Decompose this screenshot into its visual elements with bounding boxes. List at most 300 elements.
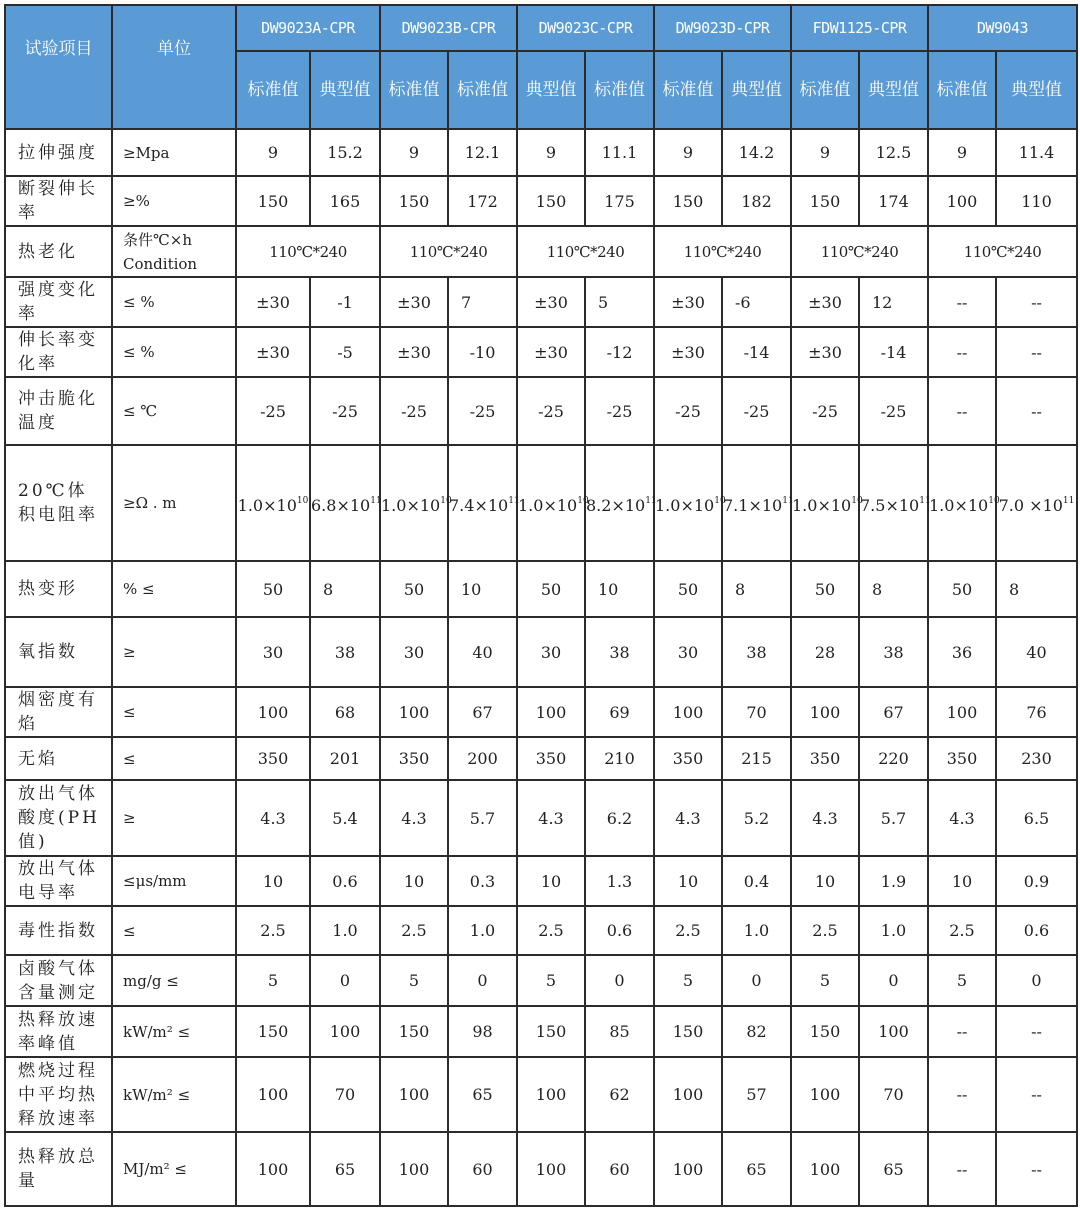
value-cell: 50 — [380, 561, 448, 617]
value-cell: 350 — [654, 737, 722, 780]
test-item-cell: 放出气体电导率 — [5, 856, 112, 906]
value-cell: 165 — [310, 176, 380, 226]
value-cell: 174 — [859, 176, 928, 226]
value-cell: ±30 — [380, 327, 448, 377]
value-cell: 9 — [928, 129, 996, 176]
exponent: 11 — [782, 495, 794, 506]
value-cell: 5.2 — [722, 780, 791, 856]
value-cell — [722, 445, 794, 561]
table-row — [5, 561, 1077, 617]
table-row — [5, 377, 1077, 445]
value-kind-header: 典型值 — [859, 51, 928, 129]
value-cell: 10 — [928, 856, 996, 906]
table-row — [5, 277, 1077, 327]
value-cell: 1.0 — [448, 906, 517, 955]
value-cell: 150 — [654, 176, 722, 226]
test-item-cell: 冲击脆化温度 — [5, 377, 112, 445]
value-cell — [448, 445, 520, 561]
value-cell: -- — [996, 327, 1077, 377]
unit-column-header: 单位 — [112, 5, 236, 129]
value-cell: 2.5 — [517, 906, 585, 955]
value-cell — [236, 445, 310, 561]
value-cell — [928, 445, 1000, 561]
value-cell: -25 — [791, 377, 859, 445]
value-cell: 5.7 — [859, 780, 928, 856]
value-cell: -- — [928, 1057, 996, 1132]
value-cell: 68 — [310, 687, 380, 737]
condition-cell: 110℃*240 — [791, 226, 928, 277]
table-row — [5, 856, 1077, 906]
value-cell: 8 — [310, 561, 380, 617]
value-cell: 201 — [310, 737, 380, 780]
test-item-cell: 强度变化率 — [5, 277, 112, 327]
value-cell: 110 — [996, 176, 1077, 226]
test-item-cell: 毒性指数 — [5, 906, 112, 955]
value-cell: 12.5 — [859, 129, 928, 176]
product-header: DW9023C-CPR — [517, 5, 654, 51]
value-cell: 100 — [517, 1057, 585, 1132]
value-cell: 100 — [517, 687, 585, 737]
value-cell: 30 — [517, 617, 585, 687]
unit-cell: kW/m² ≤ — [112, 1006, 236, 1057]
exponent: 11 — [508, 495, 520, 506]
value-cell: 0 — [996, 955, 1077, 1006]
value-cell: -25 — [654, 377, 722, 445]
value-cell: 8 — [996, 561, 1077, 617]
value-cell: 69 — [585, 687, 654, 737]
table-row — [5, 737, 1077, 780]
test-item-cell: 热老化 — [5, 226, 112, 277]
value-cell: 1.0 — [722, 906, 791, 955]
value-cell: 65 — [448, 1057, 517, 1132]
value-cell: 5 — [654, 955, 722, 1006]
value-cell: -- — [928, 1132, 996, 1206]
value-cell — [791, 445, 863, 561]
value-cell: 50 — [236, 561, 310, 617]
value-cell: -- — [928, 1006, 996, 1057]
mantissa: 1.0×10 — [655, 495, 715, 515]
value-cell: 230 — [996, 737, 1077, 780]
value-cell: 14.2 — [722, 129, 791, 176]
value-cell — [310, 445, 380, 561]
value-cell: 100 — [791, 687, 859, 737]
value-cell: 2.5 — [928, 906, 996, 955]
value-kind-header: 标准值 — [928, 51, 996, 129]
value-cell: 5 — [791, 955, 859, 1006]
unit-cell: ≤ % — [112, 277, 236, 327]
value-cell: 2.5 — [791, 906, 859, 955]
unit-cell: ≥% — [112, 176, 236, 226]
unit-cell: ≤μs/mm — [112, 856, 236, 906]
value-cell: 1.3 — [585, 856, 654, 906]
mantissa: 1.0×10 — [518, 495, 578, 515]
value-cell: -12 — [585, 327, 654, 377]
value-cell: 0 — [722, 955, 791, 1006]
mantissa: 1.0×10 — [237, 495, 297, 515]
value-cell: -25 — [236, 377, 310, 445]
value-cell: 200 — [448, 737, 517, 780]
exponent: 10 — [440, 495, 452, 506]
value-cell: 0.3 — [448, 856, 517, 906]
value-cell: 40 — [996, 617, 1077, 687]
value-cell: 100 — [380, 1132, 448, 1206]
value-cell: 4.3 — [380, 780, 448, 856]
value-cell: ±30 — [380, 277, 448, 327]
value-cell: 150 — [517, 1006, 585, 1057]
exponent: 10 — [988, 495, 1000, 506]
mantissa: 1.0×10 — [381, 495, 441, 515]
value-cell: 7 — [448, 277, 517, 327]
value-cell: 9 — [517, 129, 585, 176]
value-cell: 50 — [928, 561, 996, 617]
value-cell: 10 — [448, 561, 517, 617]
unit-cell: ≥ — [112, 617, 236, 687]
value-cell: 2.5 — [380, 906, 448, 955]
exponent: 11 — [645, 495, 657, 506]
condition-cell: 110℃*240 — [654, 226, 791, 277]
value-cell: -1 — [310, 277, 380, 327]
value-cell: 1.9 — [859, 856, 928, 906]
value-cell: 85 — [585, 1006, 654, 1057]
unit-cell: ≤ — [112, 906, 236, 955]
value-cell: 150 — [236, 1006, 310, 1057]
value-cell: -25 — [585, 377, 654, 445]
value-cell: 100 — [791, 1057, 859, 1132]
value-cell: ±30 — [654, 277, 722, 327]
value-kind-header: 典型值 — [517, 51, 585, 129]
value-cell: -5 — [310, 327, 380, 377]
value-cell: 0.6 — [996, 906, 1077, 955]
value-cell: 100 — [928, 687, 996, 737]
table-row — [5, 780, 1077, 856]
exponent: 11 — [919, 495, 931, 506]
test-item-cell: 无焰 — [5, 737, 112, 780]
value-cell: 100 — [380, 1057, 448, 1132]
table-row — [5, 226, 1077, 277]
value-cell: -14 — [859, 327, 928, 377]
value-cell: 12.1 — [448, 129, 517, 176]
item-column-header: 试验项目 — [5, 5, 112, 129]
value-cell: 0 — [448, 955, 517, 1006]
value-cell: 150 — [380, 1006, 448, 1057]
mantissa: 7.4×10 — [449, 495, 509, 515]
value-cell: 6.2 — [585, 780, 654, 856]
value-cell: 11.4 — [996, 129, 1077, 176]
value-cell: 50 — [791, 561, 859, 617]
value-cell: 5.7 — [448, 780, 517, 856]
value-cell: 220 — [859, 737, 928, 780]
value-cell: 100 — [236, 687, 310, 737]
value-cell: -- — [996, 1006, 1077, 1057]
value-cell: -- — [996, 1132, 1077, 1206]
condition-cell: 110℃*240 — [928, 226, 1077, 277]
value-cell: 10 — [380, 856, 448, 906]
unit-cell: 条件℃×h Condition — [112, 226, 236, 277]
value-cell: 38 — [585, 617, 654, 687]
value-cell: 100 — [654, 1132, 722, 1206]
value-cell: 182 — [722, 176, 791, 226]
value-cell: 38 — [722, 617, 791, 687]
value-cell: 67 — [859, 687, 928, 737]
spec-table — [4, 4, 1078, 1207]
value-cell: 0.4 — [722, 856, 791, 906]
value-cell: 100 — [654, 687, 722, 737]
value-cell: 0.6 — [585, 906, 654, 955]
value-cell: 60 — [448, 1132, 517, 1206]
mantissa: 8.2×10 — [586, 495, 646, 515]
value-cell: 70 — [859, 1057, 928, 1132]
value-cell: 215 — [722, 737, 791, 780]
value-cell: -- — [928, 277, 996, 327]
value-cell — [859, 445, 931, 561]
value-cell: ±30 — [236, 327, 310, 377]
value-cell: 12 — [859, 277, 928, 327]
unit-cell: % ≤ — [112, 561, 236, 617]
value-kind-header: 标准值 — [236, 51, 310, 129]
exponent: 10 — [714, 495, 726, 506]
test-item-cell: 拉伸强度 — [5, 129, 112, 176]
value-cell: 100 — [236, 1132, 310, 1206]
value-cell: 150 — [791, 176, 859, 226]
value-cell: -6 — [722, 277, 791, 327]
value-cell: 150 — [380, 176, 448, 226]
value-cell: 4.3 — [654, 780, 722, 856]
value-cell — [996, 445, 1077, 561]
value-kind-header: 典型值 — [996, 51, 1077, 129]
value-cell: ±30 — [791, 277, 859, 327]
mantissa: 7.5×10 — [860, 495, 920, 515]
value-cell: 57 — [722, 1057, 791, 1132]
value-cell: 172 — [448, 176, 517, 226]
value-cell: -- — [996, 277, 1077, 327]
condition-cell: 110℃*240 — [236, 226, 380, 277]
value-cell: 5 — [585, 277, 654, 327]
value-cell: 4.3 — [928, 780, 996, 856]
value-cell: 5 — [928, 955, 996, 1006]
value-cell: 28 — [791, 617, 859, 687]
value-kind-header: 标准值 — [585, 51, 654, 129]
value-cell: 0.9 — [996, 856, 1077, 906]
table-row — [5, 906, 1077, 955]
value-cell: -10 — [448, 327, 517, 377]
product-header: DW9023D-CPR — [654, 5, 791, 51]
value-cell: 350 — [517, 737, 585, 780]
value-cell — [380, 445, 452, 561]
unit-cell: ≥ — [112, 780, 236, 856]
value-cell: 100 — [380, 687, 448, 737]
value-cell: 1.0 — [859, 906, 928, 955]
unit-cell: ≤ — [112, 687, 236, 737]
value-cell: 9 — [236, 129, 310, 176]
test-item-cell: 燃烧过程中平均热释放速率 — [5, 1057, 112, 1132]
table-header — [5, 5, 1077, 129]
value-cell: 50 — [654, 561, 722, 617]
test-item-cell: 放出气体酸度(PH值) — [5, 780, 112, 856]
unit-cell: kW/m² ≤ — [112, 1057, 236, 1132]
value-cell: 2.5 — [236, 906, 310, 955]
value-cell: 100 — [859, 1006, 928, 1057]
value-kind-header: 典型值 — [310, 51, 380, 129]
value-cell: 175 — [585, 176, 654, 226]
value-cell: 30 — [236, 617, 310, 687]
value-cell: 4.3 — [791, 780, 859, 856]
value-cell: 70 — [310, 1057, 380, 1132]
value-cell: 70 — [722, 687, 791, 737]
exponent: 10 — [851, 495, 863, 506]
value-cell: 98 — [448, 1006, 517, 1057]
value-cell: 100 — [791, 1132, 859, 1206]
value-kind-header: 标准值 — [654, 51, 722, 129]
value-cell: 150 — [654, 1006, 722, 1057]
value-cell: ±30 — [517, 277, 585, 327]
value-cell: -25 — [517, 377, 585, 445]
value-cell: 5 — [517, 955, 585, 1006]
unit-cell: ≥Mpa — [112, 129, 236, 176]
value-cell: -25 — [859, 377, 928, 445]
test-item-cell: 热释放总量 — [5, 1132, 112, 1206]
mantissa: 1.0×10 — [929, 495, 989, 515]
value-cell: 30 — [654, 617, 722, 687]
product-header: DW9043 — [928, 5, 1077, 51]
value-cell: 38 — [310, 617, 380, 687]
value-cell: 10 — [585, 561, 654, 617]
mantissa: 1.0×10 — [792, 495, 852, 515]
value-cell: 60 — [585, 1132, 654, 1206]
value-cell — [517, 445, 589, 561]
value-cell: 150 — [791, 1006, 859, 1057]
value-kind-header: 标准值 — [791, 51, 859, 129]
value-cell: -14 — [722, 327, 791, 377]
value-cell: ±30 — [654, 327, 722, 377]
table-row — [5, 955, 1077, 1006]
value-cell: 5 — [380, 955, 448, 1006]
exponent: 11 — [370, 495, 382, 506]
value-cell: 210 — [585, 737, 654, 780]
table-row — [5, 176, 1077, 226]
value-kind-header: 标准值 — [448, 51, 517, 129]
exponent: 10 — [296, 495, 309, 506]
mantissa: 7.1×10 — [723, 495, 783, 515]
table-row — [5, 327, 1077, 377]
value-cell: 40 — [448, 617, 517, 687]
value-cell: 65 — [722, 1132, 791, 1206]
value-cell: 8 — [722, 561, 791, 617]
unit-cell: mg/g ≤ — [112, 955, 236, 1006]
table-row — [5, 1132, 1077, 1206]
value-cell: 9 — [654, 129, 722, 176]
value-cell: 100 — [654, 1057, 722, 1132]
value-cell: 0 — [859, 955, 928, 1006]
value-kind-header: 典型值 — [722, 51, 791, 129]
value-cell: 5.4 — [310, 780, 380, 856]
table-row — [5, 617, 1077, 687]
unit-cell: ≤ — [112, 737, 236, 780]
table-body — [5, 129, 1077, 1206]
value-cell: ±30 — [791, 327, 859, 377]
value-cell — [585, 445, 657, 561]
value-cell: -25 — [310, 377, 380, 445]
value-cell: 36 — [928, 617, 996, 687]
value-cell: ±30 — [517, 327, 585, 377]
value-cell: 350 — [791, 737, 859, 780]
value-cell: 10 — [517, 856, 585, 906]
value-cell: 0.6 — [310, 856, 380, 906]
condition-cell: 110℃*240 — [517, 226, 654, 277]
product-header: DW9023A-CPR — [236, 5, 380, 51]
value-cell: 150 — [236, 176, 310, 226]
value-cell: 100 — [310, 1006, 380, 1057]
value-cell: 9 — [791, 129, 859, 176]
test-item-cell: 20℃体积电阻率 — [5, 445, 112, 561]
test-item-cell: 伸长率变化率 — [5, 327, 112, 377]
value-cell: 0 — [310, 955, 380, 1006]
value-cell: 11.1 — [585, 129, 654, 176]
value-cell: 5 — [236, 955, 310, 1006]
test-item-cell: 烟密度有焰 — [5, 687, 112, 737]
value-cell: 350 — [236, 737, 310, 780]
value-cell: 4.3 — [517, 780, 585, 856]
value-cell: -- — [928, 377, 996, 445]
table-row — [5, 1057, 1077, 1132]
test-item-cell: 断裂伸长率 — [5, 176, 112, 226]
table-row — [5, 687, 1077, 737]
test-item-cell: 热变形 — [5, 561, 112, 617]
value-kind-header: 标准值 — [380, 51, 448, 129]
value-cell: 82 — [722, 1006, 791, 1057]
value-cell: -- — [996, 1057, 1077, 1132]
unit-cell: MJ/m² ≤ — [112, 1132, 236, 1206]
unit-cell: ≤ % — [112, 327, 236, 377]
value-cell: 0 — [585, 955, 654, 1006]
value-cell: 76 — [996, 687, 1077, 737]
value-cell: -- — [996, 377, 1077, 445]
test-item-cell: 卤酸气体含量测定 — [5, 955, 112, 1006]
value-cell: -25 — [722, 377, 791, 445]
unit-cell: ≥Ω . m — [112, 445, 236, 561]
value-cell: 30 — [380, 617, 448, 687]
value-cell: 150 — [517, 176, 585, 226]
exponent: 10 — [577, 495, 589, 506]
test-item-cell: 氧指数 — [5, 617, 112, 687]
table-row — [5, 445, 1077, 561]
value-cell: 10 — [791, 856, 859, 906]
value-cell: 10 — [236, 856, 310, 906]
value-cell — [654, 445, 726, 561]
table-row — [5, 1006, 1077, 1057]
table-row — [5, 129, 1077, 176]
value-cell: ±30 — [236, 277, 310, 327]
product-header-row — [5, 5, 1077, 51]
condition-cell: 110℃*240 — [380, 226, 517, 277]
value-cell: -- — [928, 327, 996, 377]
value-cell: 8 — [859, 561, 928, 617]
value-cell: 62 — [585, 1057, 654, 1132]
value-cell: 65 — [859, 1132, 928, 1206]
value-cell: 2.5 — [654, 906, 722, 955]
unit-cell: ≤ ℃ — [112, 377, 236, 445]
value-cell: 100 — [517, 1132, 585, 1206]
value-cell: 10 — [654, 856, 722, 906]
product-header: FDW1125-CPR — [791, 5, 928, 51]
value-cell: 1.0 — [310, 906, 380, 955]
value-cell: 100 — [236, 1057, 310, 1132]
value-cell: 9 — [380, 129, 448, 176]
value-cell: 4.3 — [236, 780, 310, 856]
value-cell: 50 — [517, 561, 585, 617]
value-cell: 100 — [928, 176, 996, 226]
product-header: DW9023B-CPR — [380, 5, 517, 51]
value-cell: 350 — [380, 737, 448, 780]
